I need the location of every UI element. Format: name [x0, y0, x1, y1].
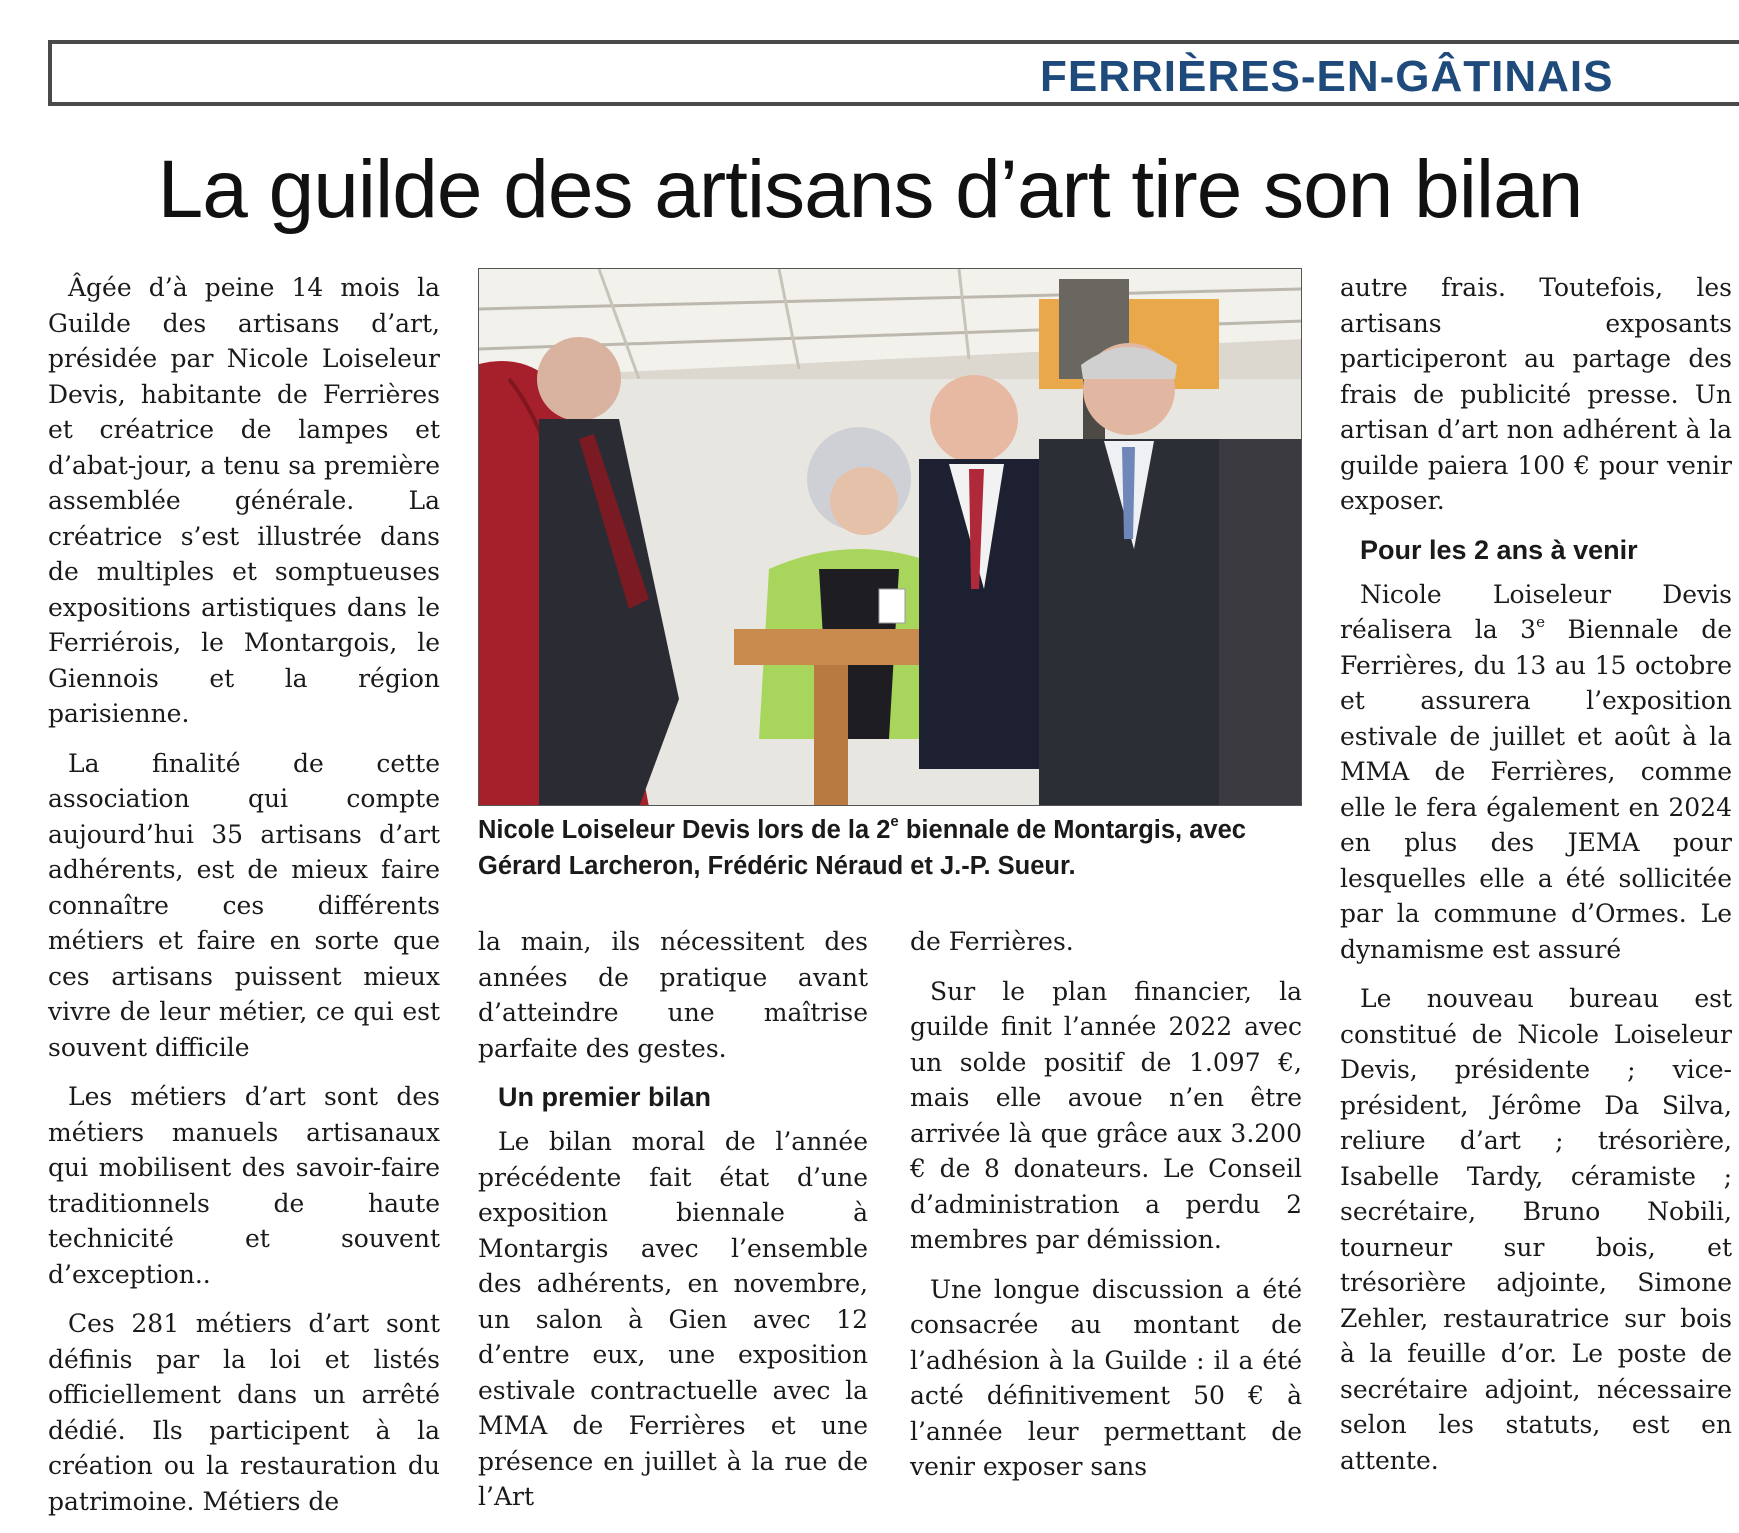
- paragraph: Le nouveau bureau est constitué de Nicole Loiseleur Devis, présidente ; vice-président, Jérôme Da Silva, reliure d’art ; trésorière, Isabelle Tardy, céramiste ; secrétaire, Bruno Nobili, tourneur sur bois, et trésorière adjointe, Simone Zehler, restauratrice sur bois à la feuille d’or. Le poste de secrétaire adjoint, nécessaire selon les statuts, est en attente.: [1340, 984, 1732, 1475]
- paragraph: Une longue discussion a été consacrée au montant de l’adhésion à la Guilde : il a été acté définitivement 50 € à l’année leur permettant de venir exposer sans: [910, 1274, 1302, 1481]
- paragraph: autre frais. Toutefois, les artisans exposants participeront au partage des frais de publicité presse. Un artisan d’art non adhérent à la guilde paiera 100 € pour venir exposer.: [1340, 273, 1732, 515]
- article-photo: [478, 268, 1302, 806]
- paragraph: Sur le plan financier, la guilde finit l’année 2022 avec un solde positif de 1.097 €, mais elle avoue n’en être arrivée là que grâce aux 3.200 € de 8 donateurs. Le Conseil d’administration a perdu 2 membres par démission.: [910, 976, 1302, 1254]
- caption-text: Nicole Loiseleur Devis lors de la 2: [478, 816, 891, 844]
- photo-illustration: [479, 269, 1302, 806]
- paragraph: de Ferrières.: [910, 927, 1074, 956]
- subheading: Pour les 2 ans à venir: [1360, 534, 1638, 565]
- article-column-1: [48, 270, 440, 1533]
- article-column-2: [478, 924, 868, 1529]
- paragraph-text: Nicole Loiseleur Devis réalisera la 3: [1340, 579, 1732, 644]
- subheading: Un premier bilan: [498, 1082, 712, 1112]
- paragraph: Âgée d’à peine 14 mois la Guilde des artisans d’art, présidée par Nicole Loiseleur Devis, habitante de Ferrières et créatrice de lampes et d’abat-jour, a tenu sa première assemblée générale. La créatrice s’est illustrée dans de multiples et somptueuses expositions artistiques dans le Ferriérois, le Montargois, le Giennois et la région parisienne.: [48, 273, 440, 728]
- section-title: FERRIÈRES-EN-GÂTINAIS: [1040, 52, 1614, 101]
- caption-superscript: e: [890, 813, 899, 830]
- paragraph: Les métiers d’art sont des métiers manuels artisanaux qui mobilisent des savoir-faire traditionnels de haute technicité et souvent d’exception..: [48, 1082, 440, 1289]
- article-column-3: [910, 924, 1302, 1499]
- paragraph-text: Biennale de Ferrières, du 13 au 15 octobre et assurera l’exposition estivale de juillet et août à la MMA de Ferrières, comme elle le fera également en 2024 en plus des JEMA pour lesquelles elle a été sollicitée par la commune d’Ormes. Le dynamisme est assuré: [1340, 615, 1732, 964]
- superscript: e: [1536, 613, 1545, 631]
- paragraph: la main, ils nécessitent des années de pratique avant d’atteindre une maîtrise parfaite des gestes.: [478, 927, 868, 1063]
- paragraph: La finalité de cette association qui compte aujourd’hui 35 artisans d’art adhérents, est de mieux faire connaître ces différents métiers et faire en sorte que ces artisans puissent mieux vivre de leur métier, ce qui est souvent difficile: [48, 748, 440, 1062]
- paragraph: Le bilan moral de l’année précédente fait état d’une exposition biennale à Montargis avec l’ensemble des adhérents, en novembre, un salon à Gien avec 12 d’entre eux, une exposition estivale contractuelle avec la MMA de Ferrières et une présence en juillet à la rue de l’Art: [478, 1127, 868, 1511]
- article-headline: La guilde des artisans d’art tire son bilan: [157, 144, 1583, 235]
- caption-text: biennale de Montargis, avec Gérard Larcheron, Frédéric Néraud et J.-P. Sueur.: [478, 816, 1246, 880]
- photo-caption: [478, 812, 1308, 884]
- paragraph: Ces 281 métiers d’art sont définis par la loi et listés officiellement dans un arrêté dédié. Ils participent à la création ou la restauration du patrimoine. Métiers de: [48, 1309, 440, 1516]
- paragraph: [1340, 577, 1732, 968]
- article-column-4: [1340, 270, 1732, 1492]
